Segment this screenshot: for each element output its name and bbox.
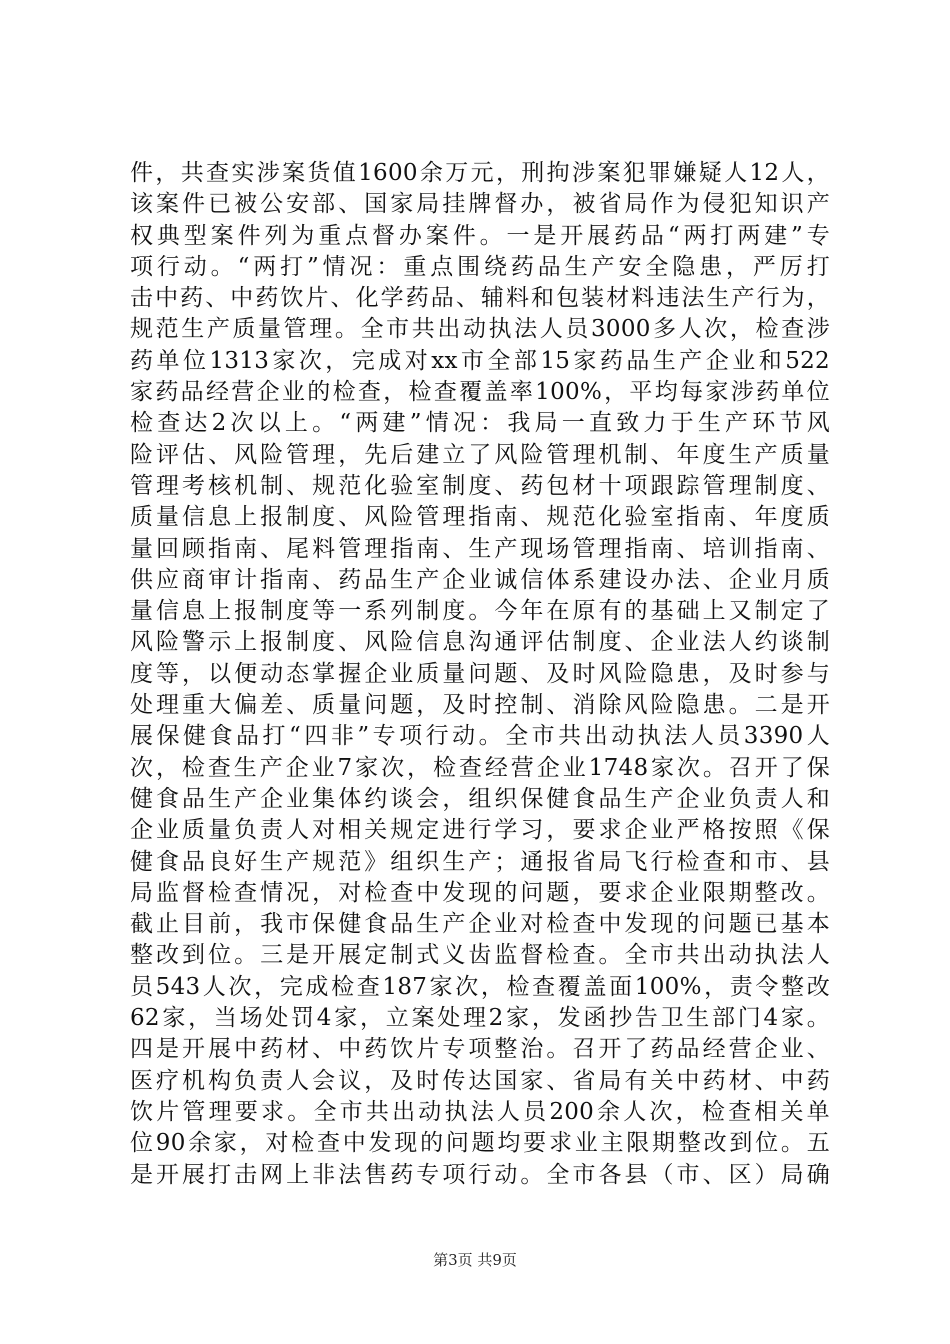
body-text [130, 158, 830, 1191]
text-line: 项行动。“两打”情况：重点围绕药品生产安全隐患，严厉打 [130, 253, 830, 280]
text-line: 局监督检查情况，对检查中发现的问题，要求企业限期整改。 [130, 879, 830, 906]
text-line: 供应商审计指南、药品生产企业诚信体系建设办法、企业月质 [130, 566, 830, 593]
text-line: 质量信息上报制度、风险管理指南、规范化验室指南、年度质 [130, 504, 830, 531]
text-line: 该案件已被公安部、国家局挂牌督办，被省局作为侵犯知识产 [130, 191, 830, 218]
text-line: 检查达2次以上。“两建”情况：我局一直致力于生产环节风 [130, 410, 830, 437]
text-line: 健食品良好生产规范》组织生产；通报省局飞行检查和市、县 [130, 848, 830, 875]
text-line: 件，共查实涉案货值1600余万元，刑拘涉案犯罪嫌疑人12人， [130, 160, 830, 186]
text-line: 量回顾指南、尾料管理指南、生产现场管理指南、培训指南、 [130, 535, 830, 562]
text-line: 企业质量负责人对相关规定进行学习，要求企业严格按照《保 [130, 817, 830, 844]
text-line: 62家，当场处罚4家，立案处理2家，发函抄告卫生部门4家。 [130, 1005, 830, 1032]
text-line: 截止目前，我市保健食品生产企业对检查中发现的问题已基本 [130, 911, 830, 938]
text-line: 员543人次，完成检查187家次，检查覆盖面100%，责令整改 [130, 973, 830, 1000]
text-line: 整改到位。三是开展定制式义齿监督检查。全市共出动执法人 [130, 942, 830, 969]
text-line: 药单位1313家次，完成对xx市全部15家药品生产企业和522 [130, 347, 830, 374]
text-line: 展保健食品打“四非”专项行动。全市共出动执法人员3390人 [130, 723, 830, 750]
text-line: 是开展打击网上非法售药专项行动。全市各县（市、区）局确 [130, 1161, 830, 1188]
text-line: 饮片管理要求。全市共出动执法人员200余人次，检查相关单 [130, 1098, 830, 1125]
text-line: 度等，以便动态掌握企业质量问题、及时风险隐患，及时参与 [130, 660, 830, 687]
text-line: 权典型案件列为重点督办案件。一是开展药品“两打两建”专 [130, 222, 830, 249]
text-line: 次，检查生产企业7家次，检查经营企业1748家次。召开了保 [130, 754, 830, 781]
text-line: 医疗机构负责人会议，及时传达国家、省局有关中药材、中药 [130, 1067, 830, 1094]
text-line: 规范生产质量管理。全市共出动执法人员3000多人次，检查涉 [130, 316, 830, 343]
text-line: 家药品经营企业的检查，检查覆盖率100%，平均每家涉药单位 [130, 379, 830, 406]
text-line: 险评估、风险管理，先后建立了风险管理机制、年度生产质量 [130, 441, 830, 468]
text-line: 四是开展中药材、中药饮片专项整治。召开了药品经营企业、 [130, 1036, 830, 1063]
text-line: 风险警示上报制度、风险信息沟通评估制度、企业法人约谈制 [130, 629, 830, 656]
text-line: 位90余家，对检查中发现的问题均要求业主限期整改到位。五 [130, 1130, 830, 1157]
text-line: 管理考核机制、规范化验室制度、药包材十项跟踪管理制度、 [130, 472, 830, 499]
text-line: 健食品生产企业集体约谈会，组织保健食品生产企业负责人和 [130, 785, 830, 812]
page-footer: 第3页 共9页 [433, 1251, 517, 1269]
text-line: 击中药、中药饮片、化学药品、辅料和包装材料违法生产行为， [130, 285, 830, 312]
text-line: 量信息上报制度等一系列制度。今年在原有的基础上又制定了 [130, 598, 830, 625]
text-line: 处理重大偏差、质量问题，及时控制、消除风险隐患。二是开 [130, 692, 830, 719]
